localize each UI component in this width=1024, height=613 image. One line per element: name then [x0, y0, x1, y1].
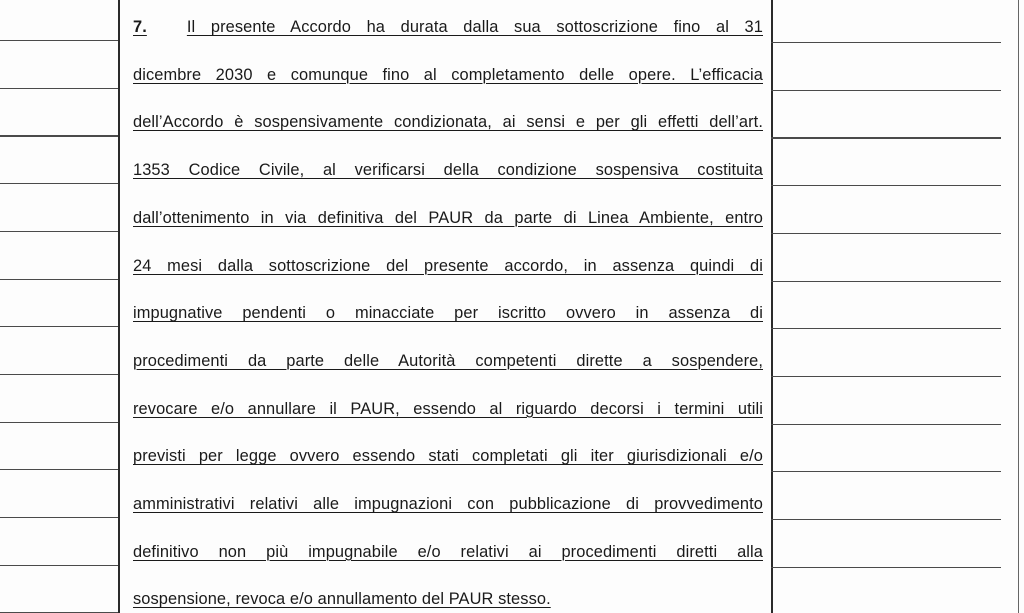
left-margin-rule: [0, 88, 118, 89]
right-margin-rule: [771, 185, 1001, 186]
right-margin-rule: [771, 519, 1001, 520]
right-margin-rule: [771, 471, 1001, 472]
clause-text-line: dicembre 2030 e comunque fino al completamento delle opere. L’efficacia: [133, 65, 763, 84]
left-margin-rule: [0, 374, 118, 375]
left-margin-rule: [0, 565, 118, 566]
right-margin-rule: [771, 376, 1001, 377]
clause-text-line: definitivo non più impugnabile e/o relativi ai procedimenti diretti alla: [133, 542, 763, 561]
right-margin-rule: [771, 328, 1001, 329]
left-margin-rule: [0, 422, 118, 423]
outer-margin-border: [1018, 0, 1019, 613]
right-margin-rule: [771, 90, 1001, 91]
clause-text-line: previsti per legge ovvero essendo stati completati gli iter giurisdizionali e/o: [133, 447, 763, 466]
clause-text-line: revocare e/o annullare il PAUR, essendo al riguardo decorsi i termini utili: [133, 399, 763, 418]
left-margin-rule: [0, 135, 118, 136]
left-margin-rule: [0, 469, 118, 470]
clause-number: 7.: [133, 18, 147, 36]
left-margin-rule: [0, 279, 118, 280]
clause-text-line: impugnative pendenti o minacciate per iscritto ovvero in assenza di: [133, 304, 763, 323]
left-margin-rule: [0, 326, 118, 327]
left-margin-rule: [0, 517, 118, 518]
clause-first-line: [133, 17, 763, 37]
clause-text-line: 24 mesi dalla sottoscrizione del presente accordo, in assenza quindi di: [133, 256, 763, 275]
right-margin-rule: [771, 233, 1001, 234]
right-margin-rule: [771, 424, 1001, 425]
right-margin-rule: [771, 137, 1001, 138]
right-margin-rule: [771, 42, 1001, 43]
clause-text-line: amministrativi relativi alle impugnazioni con pubblicazione di provvedimento: [133, 495, 763, 513]
clause-text-line: dell’Accordo è sospensivamente condizionata, ai sensi e per gli effetti dell’art.: [133, 113, 763, 132]
left-margin-rule: [0, 231, 118, 232]
left-margin-rule: [0, 40, 118, 41]
clause-text-line: dall’ottenimento in via definitiva del PAUR da parte di Linea Ambiente, entro: [133, 208, 763, 227]
clause-text-line: procedimenti da parte delle Autorità competenti dirette a sospendere,: [133, 351, 763, 370]
right-margin-border: [771, 0, 773, 613]
clause-text-line: sospensione, revoca e/o annullamento del PAUR stesso.: [133, 590, 551, 609]
right-margin-rule: [771, 567, 1001, 568]
right-margin-rule: [771, 281, 1001, 282]
left-margin-border: [118, 0, 120, 613]
clause-first-line-text: Il presente Accordo ha durata dalla sua sottoscrizione fino al 31: [186, 18, 763, 36]
clause-text-line: 1353 Codice Civile, al verificarsi della condizione sospensiva costituita: [133, 161, 763, 180]
left-margin-rule: [0, 183, 118, 184]
